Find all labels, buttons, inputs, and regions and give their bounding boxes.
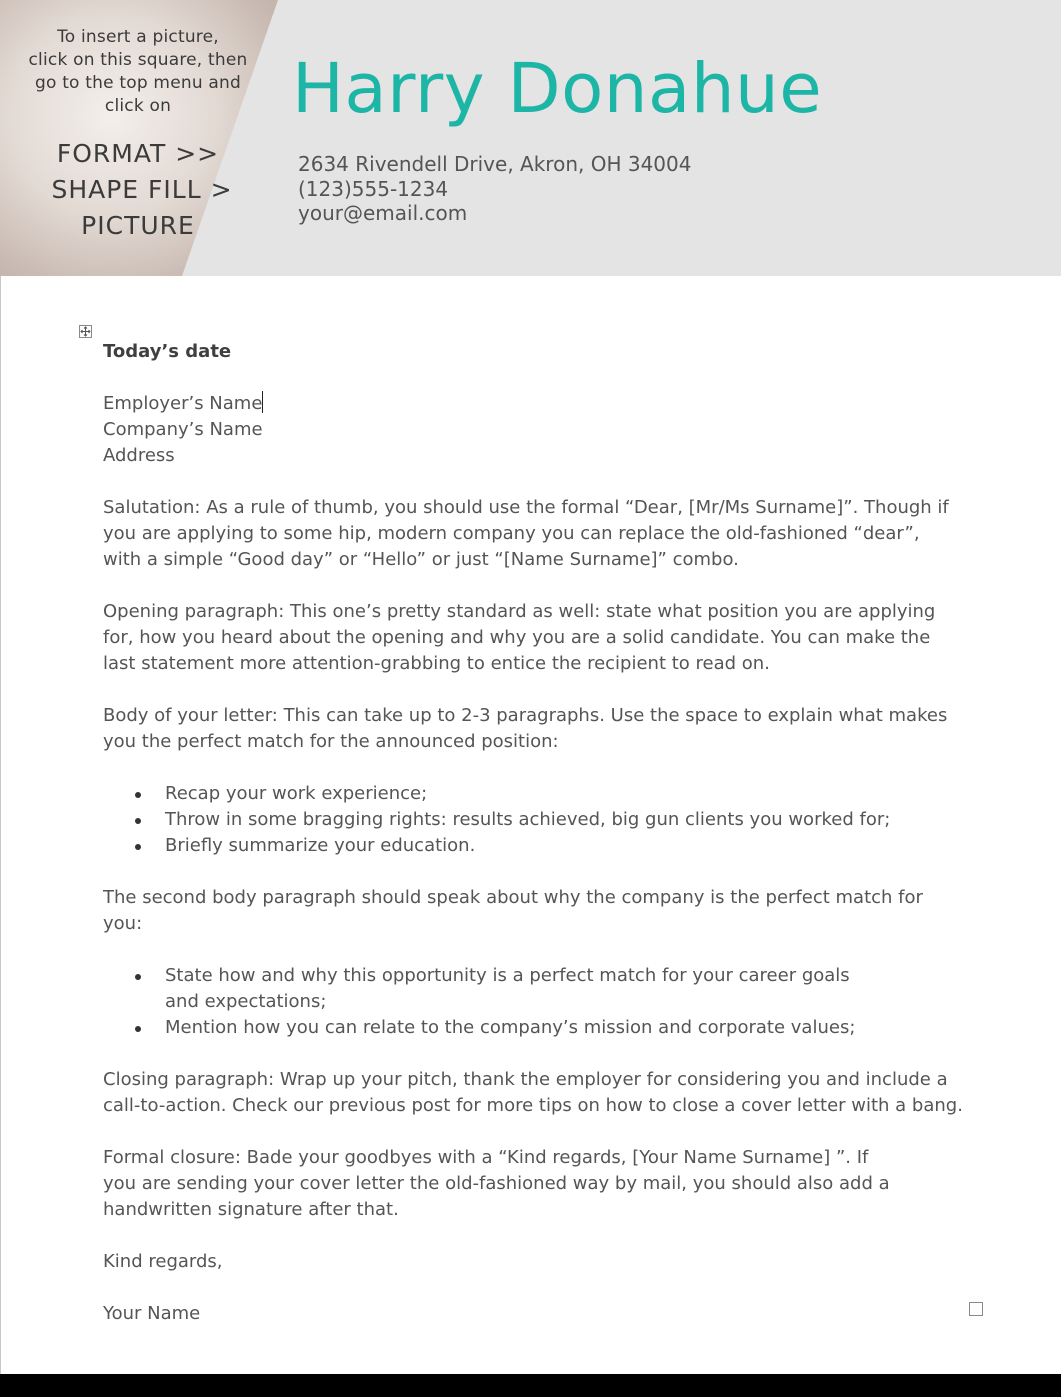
- contact-block: [298, 152, 691, 226]
- letter-body[interactable]: [103, 339, 963, 1327]
- photo-hint-line: To insert a picture,: [57, 27, 219, 47]
- spacer: [103, 1275, 963, 1301]
- photo-cmd-format: FORMAT >>: [56, 139, 220, 168]
- contact-phone[interactable]: (123)555-1234: [298, 176, 449, 201]
- recipient-employer-text: Employer’s Name: [103, 393, 263, 414]
- photo-hint-line: click on this square, then: [28, 50, 248, 70]
- photo-cmd-shape-fill: SHAPE FILL >: [51, 175, 233, 204]
- page-left-edge: [0, 276, 1, 1374]
- spacer: [103, 677, 963, 703]
- body-bullet-list: [103, 781, 963, 859]
- formal-closure-paragraph[interactable]: Formal closure: Bade your goodbyes with a “Kind regards, [Your Name Surname] ”. If you are sending your cover letter the old-fashioned way by mail, you should also add a handwritten signature after that.: [103, 1147, 890, 1220]
- letter-date[interactable]: Today’s date: [103, 341, 232, 362]
- signoff[interactable]: Kind regards,: [103, 1251, 223, 1272]
- spacer: [103, 469, 963, 495]
- recipient-address[interactable]: Address: [103, 445, 175, 466]
- photo-hint-line: go to the top menu and: [35, 73, 241, 93]
- spacer: [103, 937, 963, 963]
- applicant-name[interactable]: Harry Donahue: [292, 49, 823, 129]
- photo-hint-line: click on: [104, 96, 172, 116]
- photo-placeholder-commands: [20, 136, 256, 244]
- salutation-paragraph[interactable]: Salutation: As a rule of thumb, you should use the formal “Dear, [Mr/Ms Surname]”. Though if you are applying to some hip, modern company you can replace the old-fashioned “dear”, with a simple “Good day” or “Hello” or just “[Name Surname]” combo.: [103, 497, 949, 570]
- text-cursor: [262, 391, 263, 413]
- second-body-paragraph[interactable]: The second body paragraph should speak about why the company is the perfect match for you:: [103, 887, 923, 934]
- move-handle-icon[interactable]: [79, 325, 92, 338]
- list-item[interactable]: Mention how you can relate to the company’s mission and corporate values;: [103, 1015, 963, 1041]
- end-of-cell-marker-icon: [969, 1302, 983, 1316]
- closing-paragraph[interactable]: Closing paragraph: Wrap up your pitch, thank the employer for considering you and include a call-to-action. Check our previous post for more tips on how to close a cover letter with a bang.: [103, 1069, 963, 1116]
- photo-placeholder-hint: [20, 26, 256, 118]
- list-item[interactable]: Recap your work experience;: [103, 781, 963, 807]
- recipient-company[interactable]: Company’s Name: [103, 419, 263, 440]
- bottom-bar: [0, 1374, 1061, 1397]
- spacer: [103, 365, 963, 391]
- spacer: [103, 859, 963, 885]
- spacer: [103, 1223, 963, 1249]
- body-intro-paragraph[interactable]: Body of your letter: This can take up to 2-3 paragraphs. Use the space to explain what makes you the perfect match for the announced position:: [103, 705, 948, 752]
- opening-paragraph[interactable]: Opening paragraph: This one’s pretty standard as well: state what position you are applying for, how you heard about the opening and why you are a solid candidate. You can make the last statement more attention-grabbing to entice the recipient to read on.: [103, 601, 936, 674]
- spacer: [103, 573, 963, 599]
- list-item[interactable]: State how and why this opportunity is a perfect match for your career goals and expectations;: [103, 963, 963, 1015]
- contact-address[interactable]: 2634 Rivendell Drive, Akron, OH 34004: [298, 152, 692, 176]
- list-item[interactable]: Throw in some bragging rights: results achieved, big gun clients you worked for;: [103, 807, 963, 833]
- photo-cmd-picture: PICTURE: [81, 211, 195, 240]
- contact-email[interactable]: your@email.com: [298, 201, 468, 225]
- spacer: [103, 1119, 963, 1145]
- list-item[interactable]: Briefly summarize your education.: [103, 833, 963, 859]
- signature-name[interactable]: Your Name: [103, 1303, 201, 1324]
- spacer: [103, 755, 963, 781]
- second-bullet-list: [103, 963, 963, 1041]
- spacer: [103, 1041, 963, 1067]
- recipient-employer[interactable]: [103, 391, 963, 417]
